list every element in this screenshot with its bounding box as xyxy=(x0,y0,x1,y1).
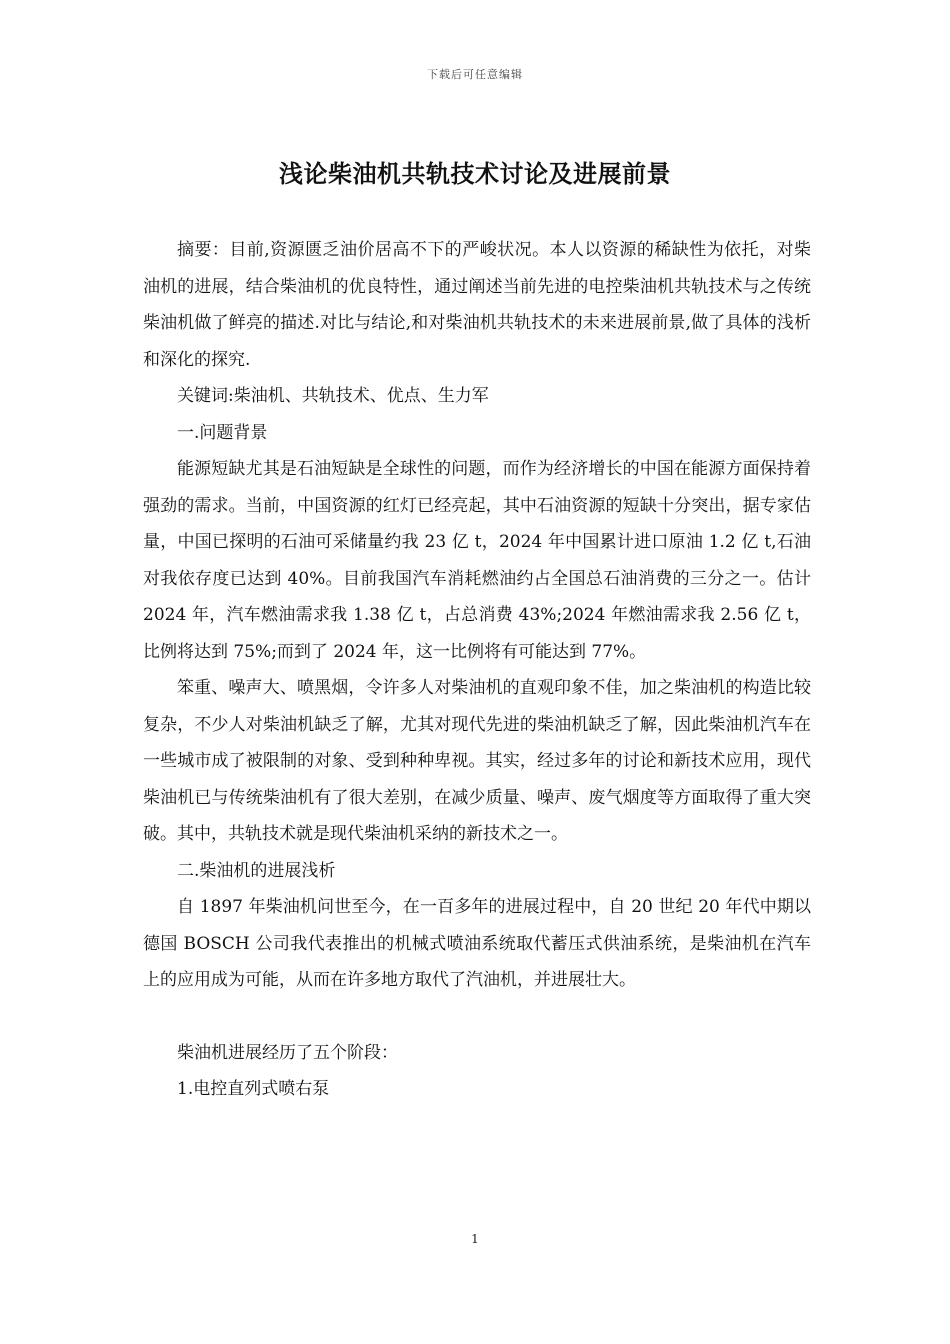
page-header-note: 下载后可任意编辑 xyxy=(427,68,523,81)
keywords-paragraph: 关键词:柴油机、共轨技术、优点、生力军 xyxy=(177,386,489,406)
document-body xyxy=(143,232,811,1108)
abstract-paragraph: 摘要：目前,资源匮乏油价居高不下的严峻状况。本人以资源的稀缺性为依托，对柴油机的进展，结合柴油机的优良特性，通过阐述当前先进的电控柴油机共轨技术与之传统柴油机做了鲜亮的描述.对比与结论,和对柴油机共轨技术的未来进展前景,做了具体的浅析和深化的探究. xyxy=(143,240,811,370)
page-number: 1 xyxy=(471,1232,479,1246)
body-paragraph: 柴油机进展经历了五个阶段： xyxy=(177,1042,398,1063)
body-paragraph: 能源短缺尤其是石油短缺是全球性的问题，而作为经济增长的中国在能源方面保持着强劲的需求。当前，中国资源的红灯已经亮起，其中石油资源的短缺十分突出，据专家估量，中国已探明的石油可采储量约我 23 亿 t，2024 年中国累计进口原油 1.2 亿 t,石油对我依存度已达到 40%。目前我国汽车消耗燃油约占全国总石油消费的三分之一。估计 2024 年，汽车燃油需求我 1.38 亿 t，占总消费 43%;2024 年燃油需求我 2.56 亿 t，比例将达到 75%;而到了 2024 年，这一比例将有可能达到 77%。 xyxy=(143,459,811,662)
list-item-heading: 1.电控直列式喷右泵 xyxy=(177,1079,330,1099)
section-heading-development: 二.柴油机的进展浅析 xyxy=(177,860,336,881)
body-paragraph: 自 1897 年柴油机问世至今，在一百多年的进展过程中，自 20 世纪 20 年代中期以德国 BOSCH 公司我代表推出的机械式喷油系统取代蓄压式供油系统，是柴油机在汽车上的应用成为可能，从而在许多地方取代了汽油机，并进展壮大。 xyxy=(143,897,811,990)
section-heading-background: 一.问题背景 xyxy=(177,422,268,443)
body-paragraph: 笨重、噪声大、喷黑烟，令许多人对柴油机的直观印象不佳，加之柴油机的构造比较复杂，不少人对柴油机缺乏了解，尤其对现代先进的柴油机缺乏了解，因此柴油机汽车在一些城市成了被限制的对象、受到种种卑视。其实，经过多年的讨论和新技术应用，现代柴油机已与传统柴油机有了很大差别，在减少质量、噪声、废气烟度等方面取得了重大突破。其中，共轨技术就是现代柴油机采纳的新技术之一。 xyxy=(143,678,811,844)
document-title: 浅论柴油机共轨技术讨论及进展前景 xyxy=(279,160,671,188)
